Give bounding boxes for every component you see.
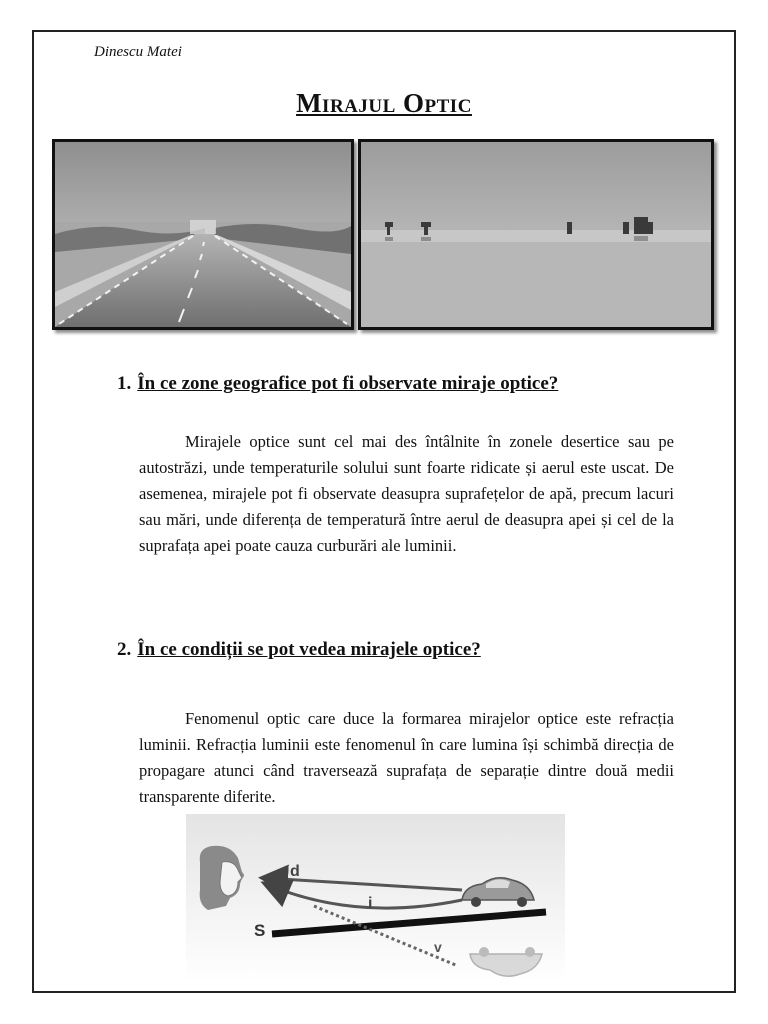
section-1-title: În ce zone geografice pot fi observate miraje optice? — [137, 373, 559, 394]
section-1-heading — [117, 373, 558, 395]
section-2-number: 2. — [117, 639, 132, 660]
section-1-paragraph: Mirajele optice sunt cel mai des întâlnite în zonele desertice sau pe autostrăzi, unde temperaturile solului sunt foarte ridicate și aerul este uscat. De asemenea, mirajele pot fi observate deasupra suprafețelor de apă, precum lacuri sau mări, unde diferența de temperatură între aerul de deasupra apei și cel de la suprafața apei poate cauza curburări ale luminii. — [139, 432, 674, 555]
section-1-number: 1. — [117, 373, 132, 394]
section-2-heading — [117, 639, 481, 661]
desert-mirage-photo — [358, 139, 714, 330]
road-mirage-photo — [52, 139, 354, 330]
direct-ray-label: d — [290, 863, 300, 880]
virtual-ray-label: v — [434, 939, 442, 955]
surface-label: S — [254, 921, 266, 940]
refracted-ray-label: i — [368, 895, 373, 912]
page-title: Mirajul Optic — [296, 88, 472, 118]
section-2-paragraph: Fenomenul optic care duce la formarea mirajelor optice este refracția luminii. Refracția luminii este fenomenul în care lumina își schimbă direcția de propagare atunci când traversează suprafața de separație dintre două medii transparente diferite. — [139, 709, 674, 806]
mirage-diagram — [186, 814, 565, 982]
section-2-title: În ce condiții se pot vedea mirajele optice? — [137, 639, 481, 660]
author-name: Dinescu Matei — [94, 44, 182, 60]
